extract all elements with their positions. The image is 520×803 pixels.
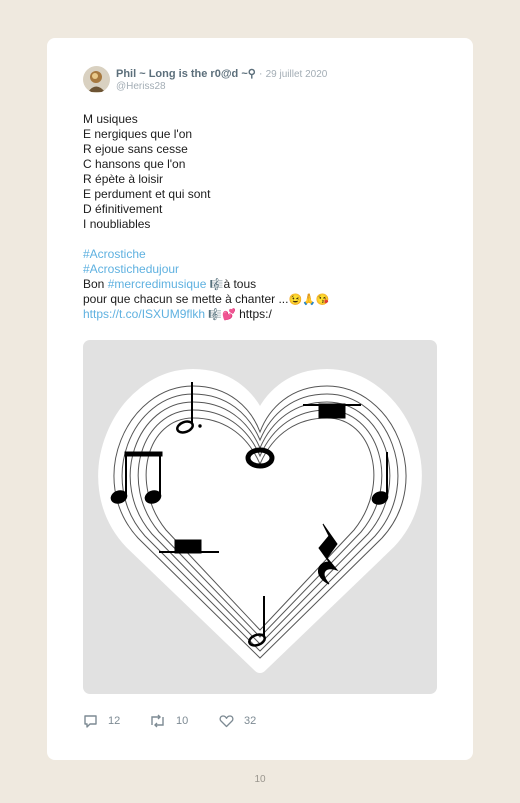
- hashtag-mercredimusique[interactable]: #mercredimusique: [107, 277, 207, 291]
- acrostic-rest: nergiques que l'on: [94, 127, 193, 141]
- reply-action[interactable]: [83, 714, 120, 728]
- acrostic-initial: E: [83, 127, 92, 141]
- chanter-text: pour que chacun se mette à chanter ...: [83, 292, 289, 306]
- acrostic-rest: ejoue sans cesse: [95, 142, 188, 156]
- tweet-date[interactable]: 29 juillet 2020: [265, 69, 328, 80]
- author-symbol-icon: ⚲: [247, 68, 256, 80]
- author-handle[interactable]: @Heriss28: [116, 81, 166, 92]
- tweet-card: [47, 38, 473, 760]
- music-hearts-icon: 🎼💕: [208, 309, 236, 321]
- acrostic-line-1: [83, 112, 443, 127]
- hashtag-line-1: [83, 247, 443, 262]
- acrostic-initial: M: [83, 112, 93, 126]
- separator-dot: ·: [258, 68, 263, 80]
- tweet-media-image[interactable]: [83, 340, 437, 694]
- acrostic-initial: D: [83, 202, 92, 216]
- acrostic-initial: R: [83, 142, 92, 156]
- reply-icon: [83, 714, 98, 728]
- like-action[interactable]: [219, 714, 256, 728]
- hashtag-acrostichedujour[interactable]: #Acrostichedujour: [83, 262, 180, 276]
- author-line: [116, 67, 327, 80]
- acrostic-rest: hansons que l'on: [95, 157, 186, 171]
- retweet-action[interactable]: [149, 714, 188, 728]
- acrostic-rest: usiques: [96, 112, 138, 126]
- reply-count: 12: [108, 715, 121, 727]
- retweet-icon: [149, 714, 166, 728]
- acrostic-line-5: [83, 172, 443, 187]
- acrostic-initial: I: [83, 217, 87, 231]
- acrostic-line-7: [83, 202, 443, 217]
- acrostic-rest: épète à loisir: [95, 172, 164, 186]
- short-link[interactable]: https://t.co/ISXUM9flkh: [83, 307, 206, 321]
- wink-pray-kiss-icon: 😉🙏😘: [288, 294, 330, 306]
- author-avatar[interactable]: [83, 66, 110, 93]
- tweet-actions: [83, 714, 383, 734]
- page-number: 10: [254, 774, 266, 785]
- acrostic-rest: perdument et qui sont: [94, 187, 211, 201]
- bon-line: [83, 277, 443, 292]
- hashtag-line-2: [83, 262, 443, 277]
- heart-icon: [219, 714, 234, 728]
- author-name[interactable]: Phil ~ Long is the r0@d ~: [116, 68, 248, 80]
- retweet-count: 10: [176, 715, 189, 727]
- tail-link-text[interactable]: https:/: [235, 307, 272, 321]
- acrostic-rest: noubliables: [89, 217, 151, 231]
- chanter-line: [83, 292, 443, 307]
- link-line: [83, 307, 443, 322]
- acrostic-line-6: [83, 187, 443, 202]
- like-count: 32: [244, 715, 257, 727]
- rest-top-right: [319, 404, 345, 418]
- bon-prefix: Bon: [83, 277, 108, 291]
- music-score-icon: 🎼: [209, 279, 224, 291]
- acrostic-rest: éfinitivement: [95, 202, 163, 216]
- acrostic-initial: C: [83, 157, 92, 171]
- hashtag-acrostiche[interactable]: #Acrostiche: [83, 247, 146, 261]
- acrostic-line-8: [83, 217, 443, 232]
- blank-line: [83, 232, 443, 247]
- bon-suffix: à tous: [223, 277, 257, 291]
- tweet-text: [83, 112, 443, 322]
- avatar-image: [83, 66, 110, 93]
- acrostic-line-3: [83, 142, 443, 157]
- acrostic-initial: R: [83, 172, 92, 186]
- heart-staff-illustration: [83, 340, 437, 694]
- acrostic-line-2: [83, 127, 443, 142]
- acrostic-initial: E: [83, 187, 92, 201]
- acrostic-line-4: [83, 157, 443, 172]
